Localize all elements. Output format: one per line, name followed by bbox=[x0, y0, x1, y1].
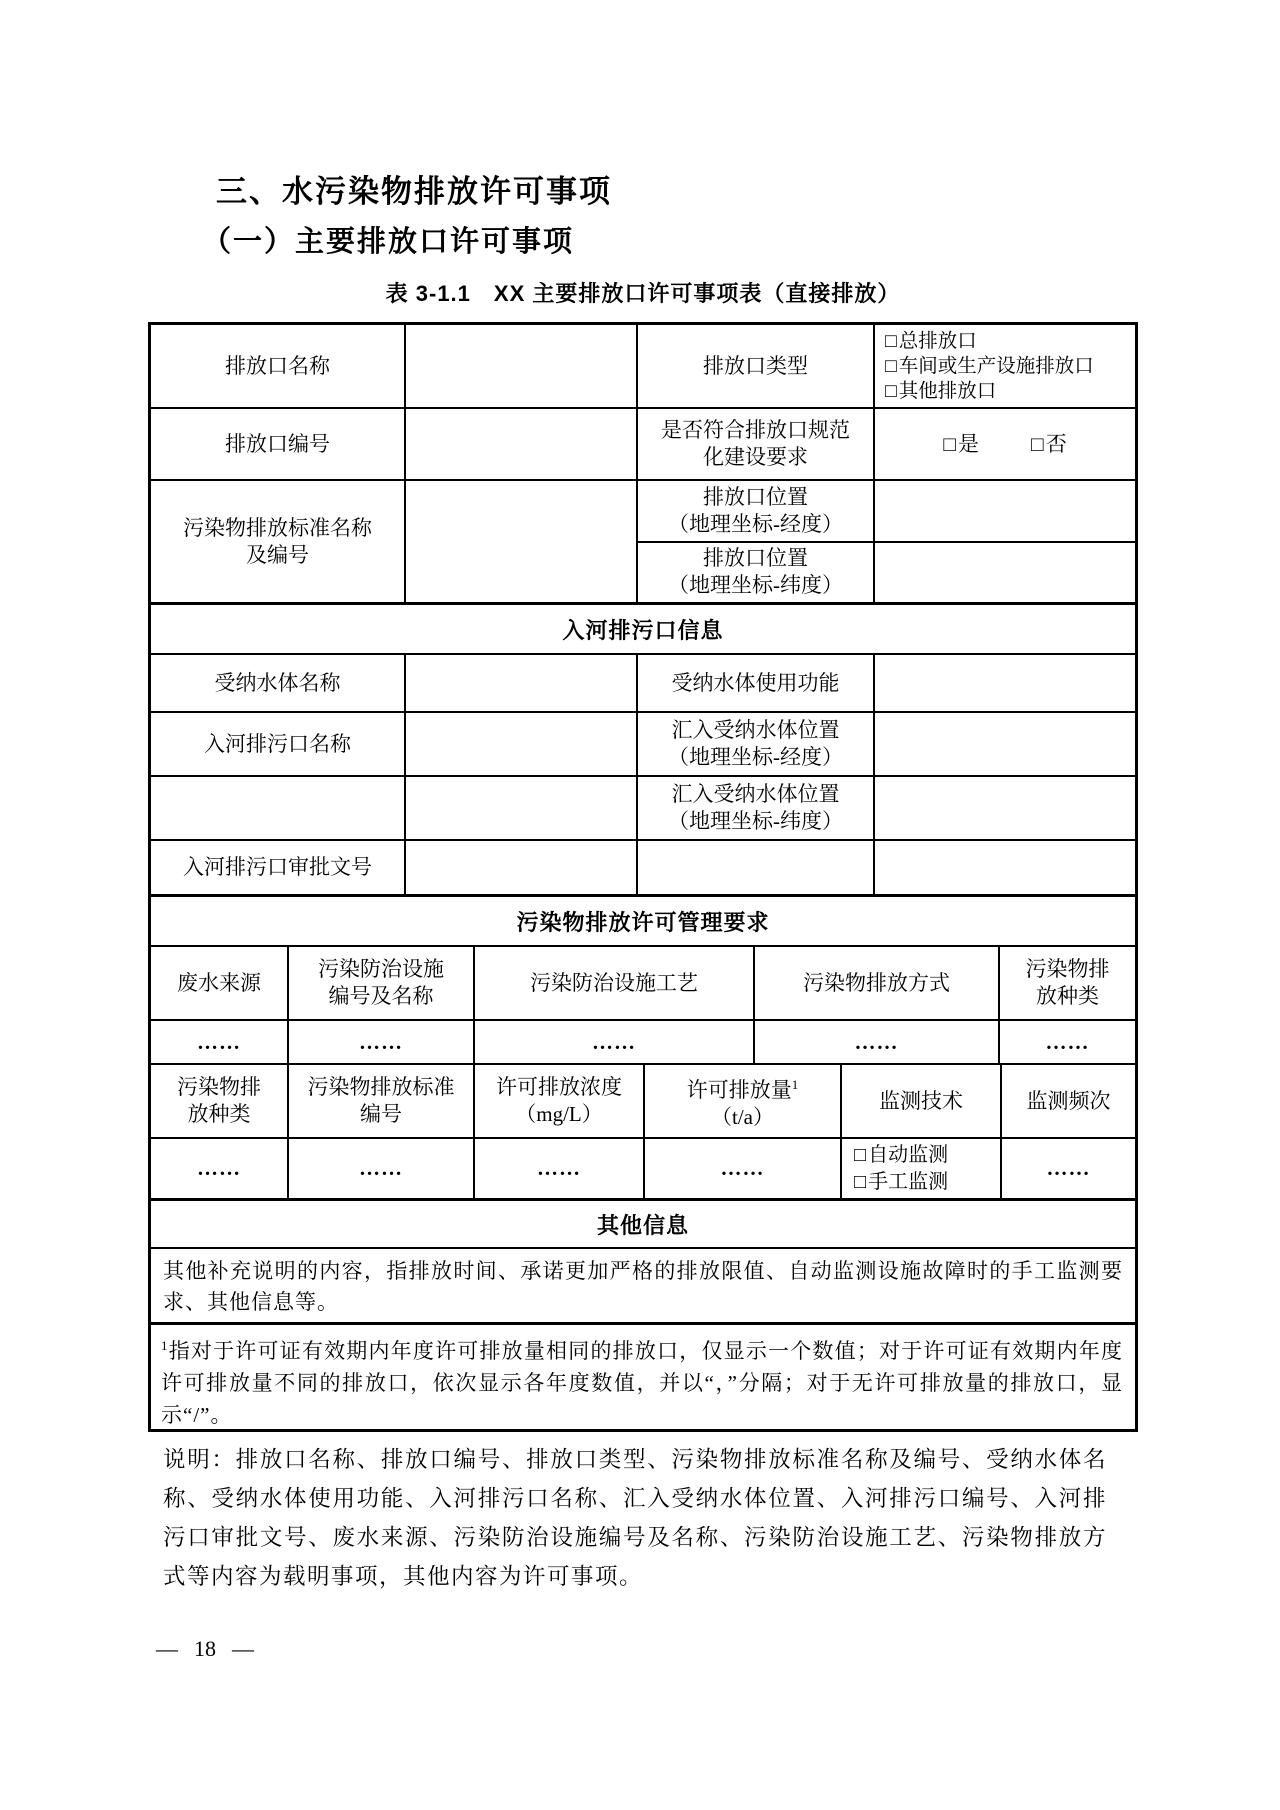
receiving-water-name-value-cell[interactable] bbox=[406, 655, 638, 711]
row-management-placeholder-2 bbox=[151, 1139, 1135, 1201]
row-other-info-text bbox=[151, 1249, 1135, 1325]
placeholder-cell: …… bbox=[645, 1139, 842, 1198]
permit-table bbox=[148, 322, 1138, 1432]
outlet-code-value-cell[interactable] bbox=[406, 409, 638, 479]
section-heading: 三、水污染物排放许可事项 bbox=[216, 174, 612, 209]
river-outfall-name-value-cell[interactable] bbox=[406, 713, 638, 775]
checkbox-icon[interactable]: □ bbox=[885, 380, 897, 402]
subsection-heading: （一）主要排放口许可事项 bbox=[202, 226, 575, 258]
river-outfall-name-label: 入河排污口名称 bbox=[151, 713, 406, 775]
option-label: 车间或生产设施排放口 bbox=[898, 355, 1094, 377]
monitoring-technique-header: 监测技术 bbox=[842, 1065, 1002, 1137]
compliance-label: 是否符合排放口规范化建设要求 bbox=[638, 409, 875, 479]
placeholder-cell: …… bbox=[289, 1021, 475, 1063]
outlet-type-options-cell bbox=[875, 325, 1135, 407]
row-outlet-name-type bbox=[151, 325, 1135, 409]
row-approval-number bbox=[151, 841, 1135, 897]
standard-code-header: 污染物排放标准 编号 bbox=[289, 1065, 475, 1137]
option-label: 手工监测 bbox=[868, 1170, 949, 1193]
option-label: 是 bbox=[958, 431, 979, 456]
placeholder-cell: …… bbox=[475, 1139, 645, 1198]
treatment-facility-header: 污染防治设施 编号及名称 bbox=[289, 947, 475, 1019]
placeholder-cell: …… bbox=[151, 1139, 289, 1198]
outlet-latitude-value-cell[interactable] bbox=[875, 543, 1135, 603]
placeholder-cell: …… bbox=[289, 1139, 475, 1198]
explanation-paragraph: 说明：排放口名称、排放口编号、排放口类型、污染物排放标准名称及编号、受纳水体名称、受纳水体使用功能、入河排污口名称、汇入受纳水体位置、入河排污口编号、入河排污口审批文号、废水来源、污染防治设施编号及名称、污染防治设施工艺、污染物排放方式等内容为载明事项，其他内容为许可事项。 bbox=[163, 1447, 1107, 1589]
row-river-outfall-code bbox=[151, 777, 1135, 841]
row-receiving-water bbox=[151, 655, 1135, 713]
join-longitude-value-cell[interactable] bbox=[875, 713, 1135, 775]
receiving-water-name-label: 受纳水体名称 bbox=[151, 655, 406, 711]
checkbox-option-other-outlet[interactable] bbox=[885, 379, 996, 404]
pollutant-kind-header-2: 污染物排 放种类 bbox=[151, 1065, 289, 1137]
treatment-process-header: 污染防治设施工艺 bbox=[475, 947, 755, 1019]
option-label: 自动监测 bbox=[868, 1143, 949, 1166]
river-outfall-code-value-cell[interactable] bbox=[406, 777, 638, 839]
checkbox-option-auto-monitoring[interactable] bbox=[854, 1142, 948, 1169]
page-number-dash-left: — bbox=[156, 1636, 178, 1661]
page-number-dash-right: — bbox=[232, 1636, 254, 1661]
placeholder-cell: …… bbox=[475, 1021, 755, 1063]
checkbox-option-yes[interactable] bbox=[943, 432, 979, 457]
checkbox-icon[interactable]: □ bbox=[943, 431, 956, 456]
checkbox-option-manual-monitoring[interactable] bbox=[854, 1169, 948, 1196]
outlet-name-label: 排放口名称 bbox=[151, 325, 406, 407]
outlet-latitude-label: 排放口位置 （地理坐标-纬度） bbox=[638, 543, 875, 603]
placeholder-cell: …… bbox=[1045, 1029, 1090, 1054]
table-title: 表 3-1.1 XX 主要排放口许可事项表（直接排放） bbox=[385, 281, 901, 306]
outlet-code-label: 排放口编号 bbox=[151, 409, 406, 479]
other-info-text: 其他补充说明的内容，指排放时间、承诺更加严格的排放限值、自动监测设施故障时的手工监测要求、其他信息等。 bbox=[163, 1259, 1123, 1314]
checkbox-icon[interactable]: □ bbox=[1031, 431, 1044, 456]
option-label: 总排放口 bbox=[898, 330, 977, 352]
row-management-header-1 bbox=[151, 947, 1135, 1021]
placeholder-cell: …… bbox=[151, 1021, 289, 1063]
approval-extra-cell-2[interactable] bbox=[875, 841, 1135, 894]
row-management-header-2 bbox=[151, 1065, 1135, 1139]
row-footnote bbox=[151, 1325, 1135, 1429]
outlet-type-label: 排放口类型 bbox=[638, 325, 875, 407]
row-outlet-code-compliance bbox=[151, 409, 1135, 481]
permitted-amount-header: 许可排放量$^1$ （t/a） bbox=[645, 1065, 842, 1137]
join-latitude-label: 汇入受纳水体位置 （地理坐标-纬度） bbox=[638, 777, 875, 839]
section-header-river-outfall: 入河排污口信息 bbox=[151, 605, 1135, 655]
row-standard-coordinates bbox=[151, 481, 1135, 605]
discharge-method-header: 污染物排放方式 bbox=[755, 947, 1000, 1019]
page-number-value: 18 bbox=[194, 1636, 216, 1661]
page-number bbox=[156, 1636, 254, 1662]
placeholder-cell: …… bbox=[1046, 1156, 1091, 1180]
row-longitude bbox=[638, 481, 1135, 543]
checkbox-icon[interactable]: □ bbox=[885, 330, 897, 352]
section-header-management: 污染物排放许可管理要求 bbox=[151, 897, 1135, 947]
approval-extra-cell-1[interactable] bbox=[638, 841, 875, 894]
pollutant-kind-header: 污染物排 放种类 bbox=[1025, 957, 1110, 1008]
section-header-other-info: 其他信息 bbox=[151, 1201, 1135, 1249]
coordinates-subgrid bbox=[638, 481, 1135, 602]
row-latitude bbox=[638, 543, 1135, 603]
checkbox-option-no[interactable] bbox=[1031, 432, 1067, 457]
placeholder-cell: …… bbox=[755, 1021, 1000, 1063]
approval-number-value-cell[interactable] bbox=[406, 841, 638, 894]
receiving-water-function-label: 受纳水体使用功能 bbox=[638, 655, 875, 711]
checkbox-icon[interactable]: □ bbox=[854, 1170, 867, 1193]
checkbox-option-workshop-outlet[interactable] bbox=[885, 354, 1094, 379]
footnote-text: $^1$指对于许可证有效期内年度许可排放量相同的排放口，仅显示一个数值；对于许可证有效期内年度许可排放量不同的排放口，依次显示各年度数值，并以“，”分隔；对于无许可排放量的排放口，显示“/”。 bbox=[161, 1338, 1123, 1427]
join-longitude-label: 汇入受纳水体位置 （地理坐标-经度） bbox=[638, 713, 875, 775]
outlet-longitude-label: 排放口位置 （地理坐标-经度） bbox=[638, 481, 875, 541]
checkbox-icon[interactable]: □ bbox=[854, 1143, 867, 1166]
standard-name-label: 污染物排放标准名称 及编号 bbox=[151, 481, 406, 602]
option-label: 否 bbox=[1045, 431, 1067, 456]
standard-name-value-cell[interactable] bbox=[406, 481, 638, 602]
option-label: 其他排放口 bbox=[898, 380, 997, 402]
checkbox-icon[interactable]: □ bbox=[885, 355, 897, 377]
receiving-water-function-value-cell[interactable] bbox=[875, 655, 1135, 711]
row-river-outfall-name bbox=[151, 713, 1135, 777]
approval-number-label: 入河排污口审批文号 bbox=[151, 841, 406, 894]
outlet-name-value-cell[interactable] bbox=[406, 325, 638, 407]
join-latitude-value-cell[interactable] bbox=[875, 777, 1135, 839]
checkbox-option-total-outlet[interactable] bbox=[885, 329, 977, 354]
outlet-longitude-value-cell[interactable] bbox=[875, 481, 1135, 541]
compliance-options-cell bbox=[875, 409, 1135, 479]
monitoring-frequency-header: 监测频次 bbox=[1026, 1088, 1111, 1113]
wastewater-source-header: 废水来源 bbox=[151, 947, 289, 1019]
permitted-concentration-header: 许可排放浓度 （mg/L） bbox=[475, 1065, 645, 1137]
river-outfall-code-label bbox=[151, 777, 406, 839]
monitoring-technique-options-cell bbox=[842, 1139, 1002, 1198]
row-management-placeholder-1 bbox=[151, 1021, 1135, 1065]
